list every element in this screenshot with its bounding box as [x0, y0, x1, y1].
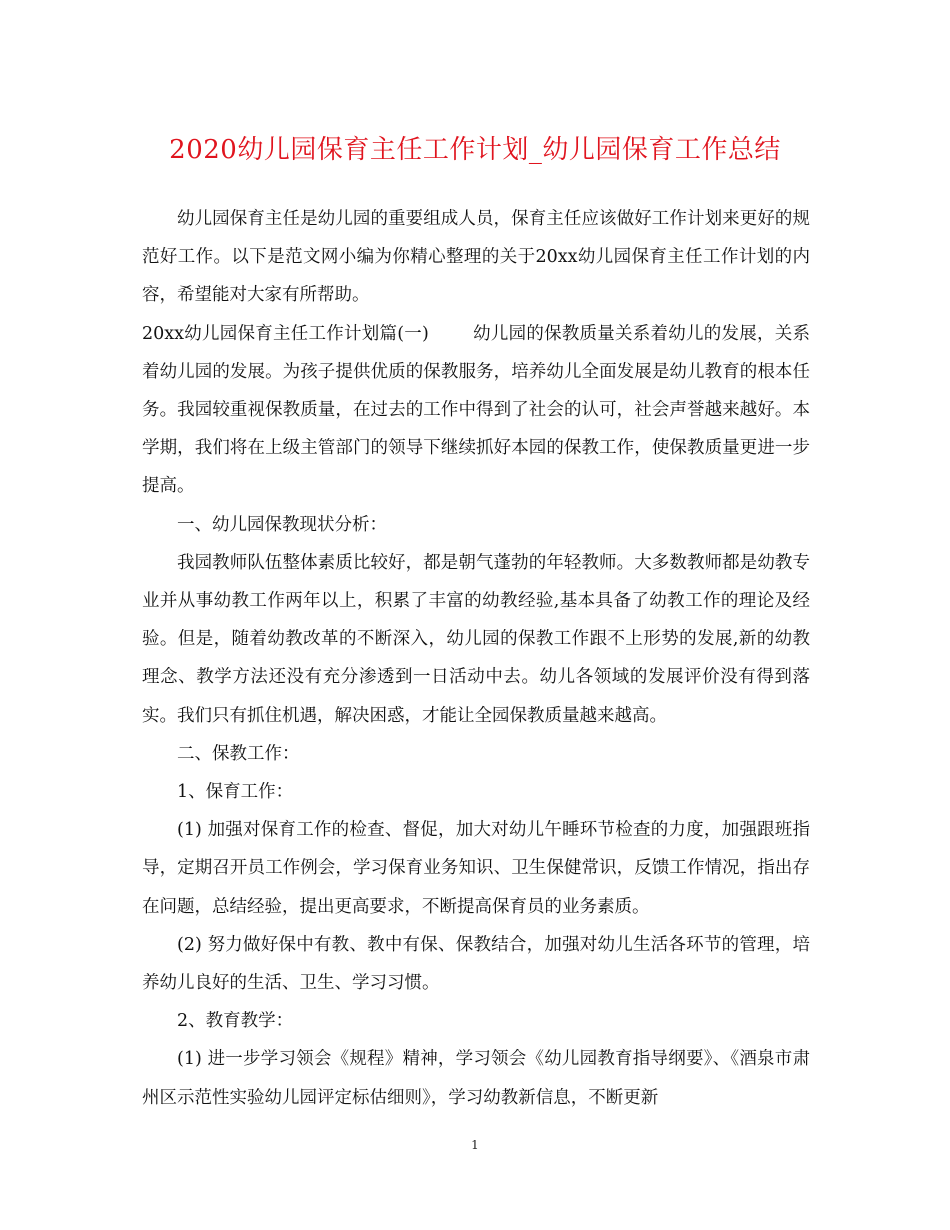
paragraph-plan-intro	[142, 315, 810, 506]
paragraph-teachers: 我园教师队伍整体素质比较好，都是朝气蓬勃的年轻教师。大多数教师都是幼教专业并从事幼教工作两年以上，积累了丰富的幼教经验,基本具备了幼教工作的理论及经验。但是，随着幼教改革的不断深入，幼儿园的保教工作跟不上形势的发展,新的幼教理念、教学方法还没有充分渗透到一日活动中去。幼儿各领域的发展评价没有得到落实。我们只有抓住机遇，解决困惑，才能让全园保教质量越来越高。	[142, 552, 810, 726]
document-body	[142, 200, 810, 1117]
heading-teaching: 2、教育教学：	[177, 1011, 294, 1032]
heading-care-work: 1、保育工作：	[177, 782, 294, 803]
paragraph-care-item-1: (1) 加强对保育工作的检查、督促，加大对幼儿午睡环节检查的力度，加强跟班指导，定期召开员工作例会，学习保育业务知识、卫生保健常识，反馈工作情况，指出存在问题，总结经验，提出更高要求，不断提高保育员的业务素质。	[142, 820, 810, 917]
paragraph-care-item-2: (2) 努力做好保中有教、教中有保、保教结合，加强对幼儿生活各环节的管理，培养幼儿良好的生活、卫生、学习习惯。	[142, 934, 810, 994]
document-title: 2020幼儿园保育主任工作计划_幼儿园保育工作总结	[169, 135, 781, 165]
paragraph-teaching-item-1: (1) 进一步学习领会《规程》精神，学习领会《幼儿园教育指导纲要》、《酒泉市肃州区示范性实验幼儿园评定标估细则》，学习幼教新信息，不断更新	[142, 1049, 810, 1108]
section-heading: 20xx幼儿园保育主任工作计划篇(一)	[142, 323, 429, 344]
heading-status-analysis: 一、幼儿园保教现状分析：	[177, 514, 387, 535]
page-number: 1	[471, 1138, 479, 1152]
heading-care-education-work: 二、保教工作：	[177, 743, 300, 764]
paragraph-quality: 幼儿园的保教质量关系着幼儿的发展，关系着幼儿园的发展。为孩子提供优质的保教服务，培养幼儿全面发展是幼儿教育的根本任务。我园较重视保教质量，在过去的工作中得到了社会的认可，社会声誉越来越好。本学期，我们将在上级主管部门的领导下继续抓好本园的保教工作，使保教质量更进一步提高。	[142, 323, 810, 497]
paragraph-intro: 幼儿园保育主任是幼儿园的重要组成人员，保育主任应该做好工作计划来更好的规范好工作。以下是范文网小编为你精心整理的关于20xx幼儿园保育主任工作计划的内容，希望能对大家有所帮助。	[142, 209, 810, 306]
